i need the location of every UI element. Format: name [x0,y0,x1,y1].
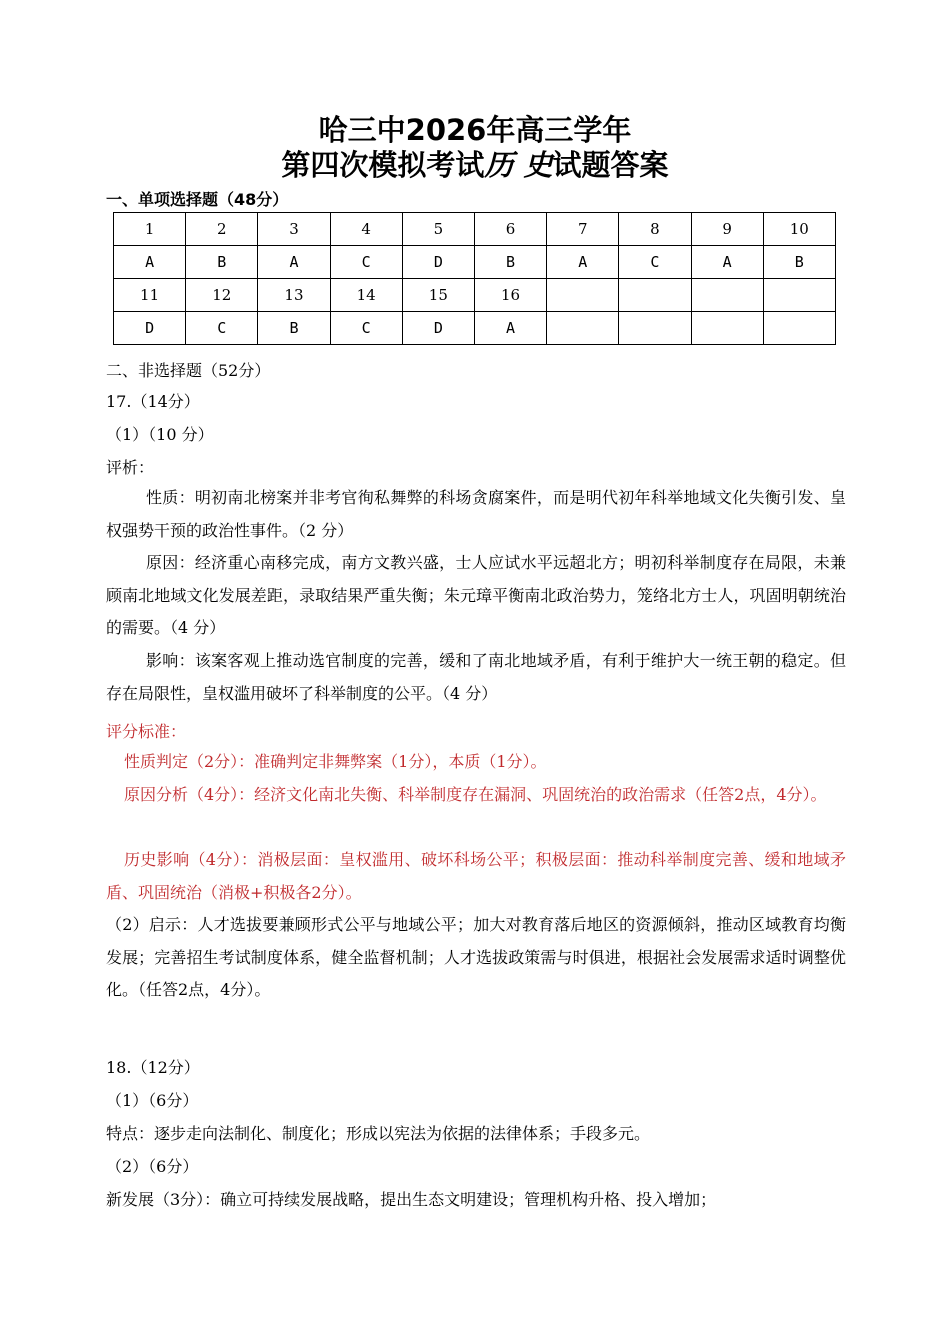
q17-criteria-reason: 原因分析（4分）：经济文化南北失衡、科举制度存在漏洞、巩固统治的政治需求（任答2点，4分）。 [124,785,827,804]
question-number: 2 [186,213,258,246]
answer-letter: A [474,312,546,345]
q18-heading: 18.（12分） [106,1058,200,1077]
empty-cell [691,279,763,312]
q18-sub2-heading: （2）（6分） [106,1157,199,1176]
table-row [114,312,836,345]
question-number: 12 [186,279,258,312]
question-number: 16 [474,279,546,312]
empty-cell [619,279,691,312]
q17-impact-paragraph: 影响：该案客观上推动选官制度的完善，缓和了南北地域矛盾，有利于维护大一统王朝的稳定。但存在局限性，皇权滥用破坏了科举制度的公平。（4 分） [106,651,846,703]
table-row [114,246,836,279]
empty-cell [547,312,619,345]
answer-letter: C [330,246,402,279]
question-number: 7 [547,213,619,246]
question-number: 14 [330,279,402,312]
page-title-line1: 哈三中2026年高三学年 [318,113,632,147]
question-number: 15 [402,279,474,312]
empty-cell [619,312,691,345]
answer-letter: C [619,246,691,279]
answer-letter: C [186,312,258,345]
question-number: 6 [474,213,546,246]
answer-table [113,212,836,345]
question-number: 9 [691,213,763,246]
title-part-a: 第四次模拟考试 [281,148,485,182]
section-multiple-choice-heading: 一、单项选择题（48分） [106,190,289,209]
question-number: 4 [330,213,402,246]
q18-sub1-heading: （1）（6分） [106,1091,199,1110]
answer-letter: B [258,312,330,345]
section-open-questions-heading: 二、非选择题（52分） [106,361,271,380]
q17-criteria-title: 评分标准： [106,722,187,741]
q17-criteria-nature: 性质判定（2分）：准确判定非舞弊案（1分），本质（1分）。 [124,752,547,771]
q17-sub2-paragraph: （2）启示：人才选拔要兼顾形式公平与地域公平；加大对教育落后地区的资源倾斜，推动区域教育均衡发展；完善招生考试制度体系，健全监督机制；人才选拔政策需与时俱进，根据社会发展需求适时调整优化。（任答2点，4分）。 [106,915,846,999]
answer-letter: D [114,312,186,345]
question-number: 1 [114,213,186,246]
q17-reason-paragraph: 原因：经济重心南移完成，南方文教兴盛，士人应试水平远超北方；明初科举制度存在局限，未兼顾南北地域文化发展差距，录取结果严重失衡；朱元璋平衡南北政治势力，笼络北方士人，巩固明朝统治的需要。（4 分） [106,553,846,637]
answer-letter: B [474,246,546,279]
answer-letter: A [114,246,186,279]
answer-letter: A [547,246,619,279]
q18-new-development-line: 新发展（3分）：确立可持续发展战略，提出生态文明建设；管理机构升格、投入增加； [106,1190,717,1209]
question-number: 3 [258,213,330,246]
q17-heading: 17.（14分） [106,392,200,411]
title-part-c: 试题答案 [552,148,669,182]
table-row [114,279,836,312]
page-title-line2 [0,143,950,184]
empty-cell [547,279,619,312]
answer-letter: A [258,246,330,279]
empty-cell [691,312,763,345]
answer-letter: B [763,246,835,279]
empty-cell [763,279,835,312]
q17-criteria-impact: 历史影响（4分）：消极层面：皇权滥用、破坏科场公平；积极层面：推动科举制度完善、缓和地域矛盾、巩固统治（消极+积极各2分）。 [106,850,846,902]
answer-letter: C [330,312,402,345]
answer-letter: D [402,312,474,345]
question-number: 11 [114,279,186,312]
q18-feature-line: 特点：逐步走向法制化、制度化；形成以宪法为依据的法律体系；手段多元。 [106,1124,651,1143]
q17-sub1-heading: （1）（10 分） [106,425,214,444]
question-number: 13 [258,279,330,312]
answer-letter: B [186,246,258,279]
question-number: 5 [402,213,474,246]
table-row [114,213,836,246]
title-subject: 历 史 [484,148,553,182]
answer-letter: D [402,246,474,279]
q17-analysis-label: 评析： [106,458,155,477]
empty-cell [763,312,835,345]
answer-letter: A [691,246,763,279]
question-number: 8 [619,213,691,246]
question-number: 10 [763,213,835,246]
q17-nature-paragraph: 性质：明初南北榜案并非考官徇私舞弊的科场贪腐案件，而是明代初年科举地域文化失衡引发、皇权强势干预的政治性事件。（2 分） [106,488,846,540]
